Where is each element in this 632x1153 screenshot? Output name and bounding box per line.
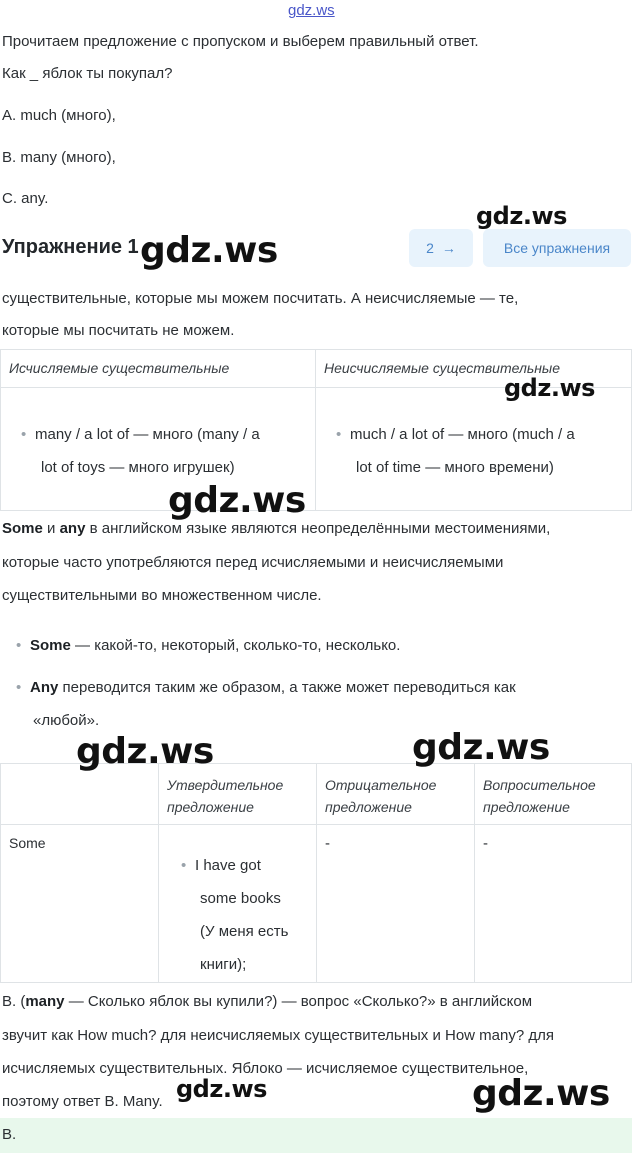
bullet-any-line-2: «любой».	[33, 712, 100, 729]
table2-negative-cell	[317, 825, 475, 983]
intro-question: Как _ яблок ты покупал?	[2, 65, 173, 82]
negative-dash: -	[325, 835, 330, 852]
watermark: gdz.ws	[472, 1073, 610, 1114]
para3-line-1: B. (many — Сколько яблок вы купили?) — вопрос «Сколько?» в английском	[2, 993, 533, 1010]
top-site-link[interactable]: gdz.ws	[288, 2, 335, 19]
header-countable: Исчисляемые существительные	[9, 360, 230, 376]
header-affirmative: Утвердительное	[167, 777, 284, 793]
bullet-any: • Any переводится таким же образом, а также может переводиться как	[16, 679, 516, 696]
header-negative-2: предложение	[325, 799, 412, 815]
cell2-line-1: • much / a lot of — много (much / a	[336, 418, 631, 451]
para3-line-2: звучит как How much? для неисчисляемых существительных и How many? для	[2, 1027, 554, 1044]
header-negative: Отрицательное	[325, 777, 437, 793]
para1-line-2: которые мы посчитать не можем.	[2, 322, 235, 339]
watermark: gdz.ws	[504, 374, 595, 402]
table2-affirmative-cell	[159, 825, 317, 983]
watermark: gdz.ws	[176, 1075, 267, 1103]
header-question: Вопросительное	[483, 777, 596, 793]
answer-bar	[0, 1118, 632, 1153]
next-exercise-label: 2	[426, 240, 434, 256]
example-line-3: (У меня есть	[200, 923, 289, 940]
watermark: gdz.ws	[412, 727, 550, 768]
para3-line-3: исчисляемых существительных. Яблоко — исчисляемое существительное,	[2, 1060, 529, 1077]
header-uncountable: Неисчисляемые существительные	[324, 360, 561, 376]
bullet-icon: •	[16, 637, 22, 654]
table2-question-cell	[475, 825, 632, 983]
para2-line-2: которые часто употребляются перед исчисляемыми и неисчисляемыми	[2, 554, 504, 571]
option-b: B. many (много),	[2, 149, 116, 166]
next-exercise-button[interactable]	[409, 229, 473, 267]
intro-line-1: Прочитаем предложение с пропуском и выберем правильный ответ.	[2, 33, 479, 50]
watermark: gdz.ws	[140, 230, 278, 271]
header-affirmative-2: предложение	[167, 799, 254, 815]
all-exercises-button[interactable]	[483, 229, 631, 267]
para1-line-1: существительные, которые мы можем посчитать. А неисчисляемые — те,	[2, 290, 519, 307]
bullet-some: • Some — какой-то, некоторый, сколько-то, несколько.	[16, 637, 401, 654]
table2-header-cell	[475, 764, 632, 825]
question-dash: -	[483, 835, 488, 852]
bullet-icon: •	[21, 426, 27, 443]
option-a: A. much (много),	[2, 107, 116, 124]
row-label-some: Some	[9, 835, 46, 851]
table2-row-label-cell	[1, 825, 159, 983]
some-any-table	[0, 763, 632, 983]
arrow-right-icon: →	[441, 240, 456, 256]
header-question-2: предложение	[483, 799, 570, 815]
all-exercises-label: Все упражнения	[503, 240, 611, 256]
bullet-icon: •	[181, 857, 187, 874]
table2-header-empty	[1, 764, 159, 825]
para2-line-1: Some и any в английском языке являются неопределёнными местоимениями,	[2, 520, 551, 537]
watermark: gdz.ws	[168, 480, 306, 521]
nouns-table-header-cell	[1, 350, 316, 388]
exercise-title: Упражнение 1	[2, 236, 139, 258]
para2-line-3: существительными во множественном числе.	[2, 587, 322, 604]
bullet-icon: •	[336, 426, 342, 443]
example-line-1: • I have got	[181, 849, 316, 882]
table2-header-cell	[317, 764, 475, 825]
bullet-icon: •	[16, 679, 22, 696]
example-line-2: some books	[200, 890, 281, 907]
cell1-line-1: • many / a lot of — много (many / a	[21, 418, 315, 451]
watermark: gdz.ws	[76, 731, 214, 772]
para3-line-4: поэтому ответ B. Many.	[2, 1093, 163, 1110]
answer-text: B.	[2, 1126, 17, 1143]
example-line-4: книги);	[200, 956, 247, 973]
nouns-table-cell	[316, 388, 632, 511]
table2-header-cell	[159, 764, 317, 825]
cell2-line-2: lot of time — много времени)	[356, 459, 554, 476]
option-c: C. any.	[2, 190, 49, 207]
cell1-line-2: lot of toys — много игрушек)	[41, 459, 235, 476]
watermark: gdz.ws	[476, 202, 567, 230]
